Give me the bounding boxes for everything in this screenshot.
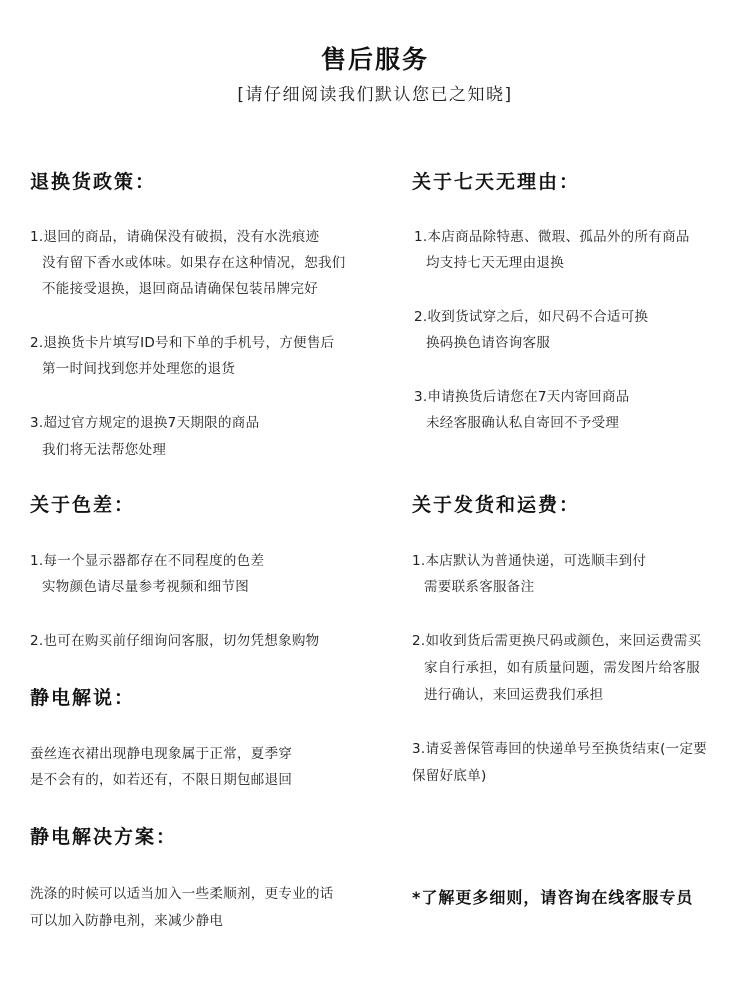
color-diff-line: 实物颜色请尽量参考视频和细节图 — [42, 579, 249, 595]
shipping-line: 保留好底单) — [412, 768, 487, 784]
return-policy-heading: 退换货政策： — [30, 171, 157, 193]
color-diff-heading: 关于色差： — [30, 494, 136, 516]
seven-day-line: 均支持七天无理由退换 — [426, 255, 564, 271]
return-policy-line: 第一时间找到您并处理您的退货 — [42, 361, 236, 377]
return-policy-line: 没有留下香水或体味。如果存在这种情况，恕我们 — [42, 255, 346, 271]
return-policy-line: 2.退换货卡片填写ID号和下单的手机号，方便售后 — [30, 335, 335, 351]
return-policy-line: 不能接受退换，退回商品请确保包装吊牌完好 — [42, 281, 318, 297]
shipping-line: 2.如收到货后需更换尺码或颜色，来回运费需买 — [412, 633, 702, 649]
seven-day-line: 换码换色请咨询客服 — [426, 335, 551, 351]
shipping-line: 3.请妥善保管毒回的快递单号至换货结束(一定要 — [412, 741, 708, 757]
static-explain-heading: 静电解说： — [30, 687, 136, 709]
page-subtitle: [请仔细阅读我们默认您已之知晓] — [237, 85, 513, 105]
color-diff-line: 2.也可在购买前仔细询问客服，切勿凭想象购物 — [30, 633, 320, 649]
seven-day-line: 3.申请换货后请您在7天内寄回商品 — [414, 389, 630, 405]
static-explain-line: 蚕丝连衣裙出现静电现象属于正常，夏季穿 — [30, 746, 293, 762]
seven-day-line: 未经客服确认私自寄回不予受理 — [426, 415, 620, 431]
return-policy-line: 1.退回的商品，请确保没有破损，没有水洗痕迹 — [30, 229, 320, 245]
shipping-heading: 关于发货和运费： — [412, 494, 581, 516]
seven-day-heading: 关于七天无理由： — [412, 171, 581, 193]
shipping-line: 进行确认，来回运费我们承担 — [424, 687, 604, 703]
static-explain-line: 是不会有的，如若还有，不限日期包邮退回 — [30, 772, 293, 788]
return-policy-line: 我们将无法帮您处理 — [42, 442, 167, 458]
static-solution-line: 洗涤的时候可以适当加入一些柔顺剂，更专业的话 — [30, 886, 334, 902]
static-solution-heading: 静电解决方案： — [30, 826, 178, 848]
shipping-line: 1.本店默认为普通快递，可选顺丰到付 — [412, 553, 647, 569]
seven-day-line: 2.收到货试穿之后，如尺码不合适可换 — [414, 309, 649, 325]
seven-day-line: 1.本店商品除特惠、微瑕、孤品外的所有商品 — [414, 229, 690, 245]
shipping-line: 家自行承担，如有质量问题，需发图片给客服 — [424, 660, 700, 676]
page-title: 售后服务 — [320, 45, 429, 74]
shipping-line: 需要联系客服备注 — [424, 579, 535, 595]
static-solution-line: 可以加入防静电剂，来减少静电 — [30, 913, 224, 929]
return-policy-line: 3.超过官方规定的退换7天期限的商品 — [30, 415, 260, 431]
color-diff-line: 1.每一个显示器都存在不同程度的色差 — [30, 553, 265, 569]
contact-note: *了解更多细则，请咨询在线客服专员 — [412, 888, 694, 907]
